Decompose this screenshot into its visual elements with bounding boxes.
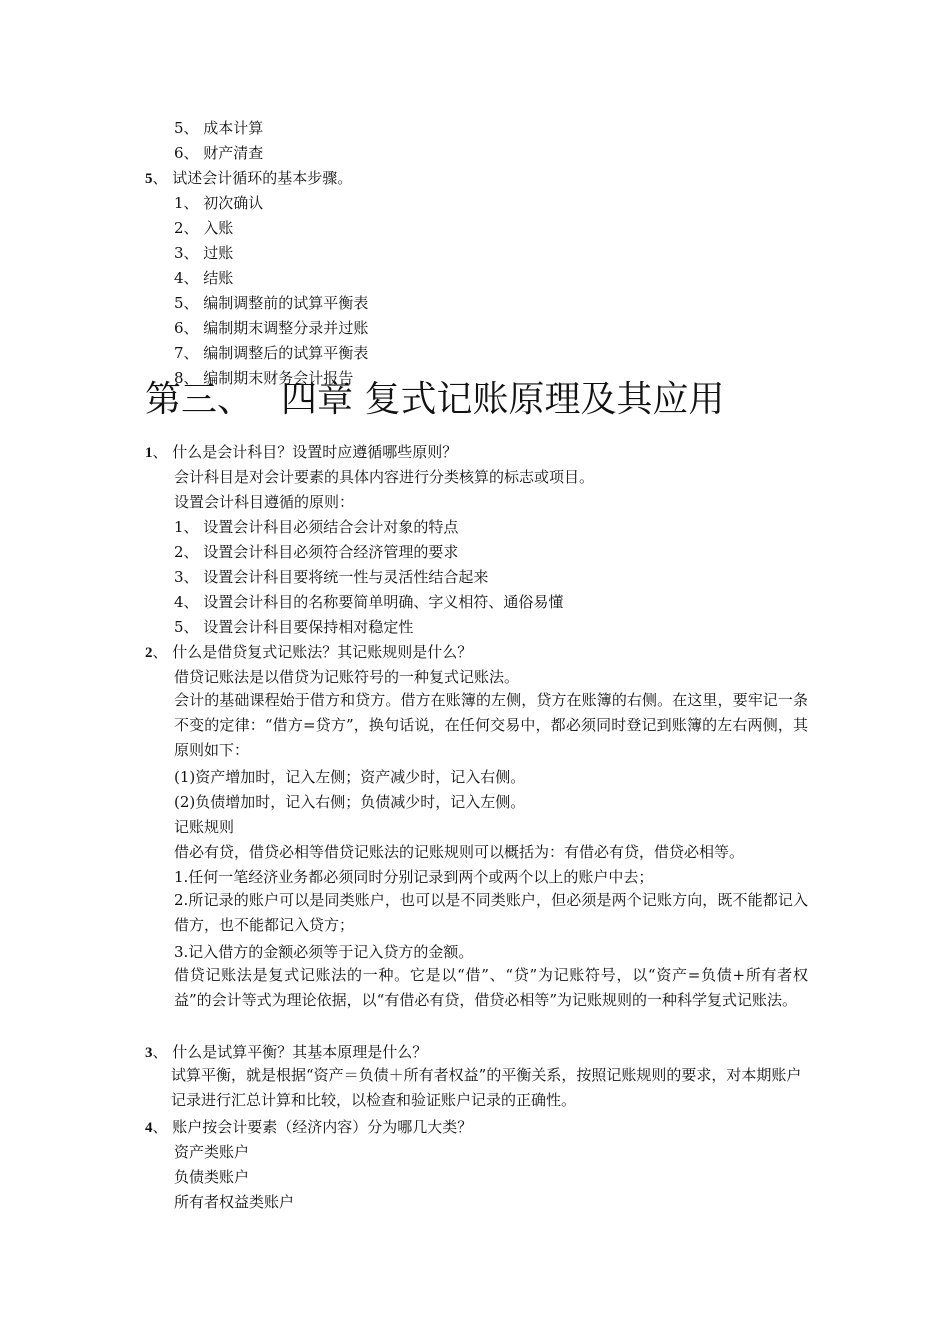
answer-paragraph: (2)负债增加时，记入右侧；负债减少时，记入左侧。 — [174, 793, 526, 811]
list-item: 5、 成本计算 — [174, 119, 264, 137]
answer-paragraph: 记账规则 — [174, 818, 235, 836]
list-item: 8、 编制期末财务会计报告 — [174, 369, 354, 387]
list-item: 6、 财产清查 — [174, 144, 264, 162]
answer-paragraph: 会计的基础课程始于借方和贷方。借方在账簿的左侧，贷方在账簿的右侧。在这里，要牢记一条不变的定律：“借方=贷方”，换句话说，在任何交易中，都必须同时登记到账簿的左右两侧，其原则如下： — [174, 691, 808, 759]
list-item: 5、 编制调整前的试算平衡表 — [174, 294, 369, 312]
answer-paragraph — [145, 1063, 808, 1113]
list-item: 4、 设置会计科目的名称要简单明确、字义相符、通俗易懂 — [174, 593, 564, 611]
list-item: 2、 设置会计科目必须符合经济管理的要求 — [174, 543, 459, 561]
answer-text: 试算平衡，就是根据“资产＝负债＋所有者权益”的平衡关系，按照记账规则的要求，对本期账户记录进行汇总计算和比较，以检查和验证账户记录的正确性。 — [171, 1066, 802, 1109]
list-item: 7、 编制调整后的试算平衡表 — [174, 344, 369, 362]
question-1 — [145, 443, 457, 462]
question-5 — [145, 169, 352, 188]
list-item: 5、 设置会计科目要保持相对稳定性 — [174, 618, 414, 636]
question-text: 、 什么是借贷复式记账法？其记账规则是什么？ — [152, 643, 473, 661]
question-number: 1 — [145, 445, 153, 461]
answer-paragraph: 借贷记账法是以借贷为记账符号的一种复式记账法。 — [174, 668, 520, 686]
answer-paragraph: 2.所记录的账户可以是同类账户，也可以是不同类账户，但必须是两个记账方向，既不能都记入借方，也不能都记入贷方； — [174, 891, 808, 934]
question-number: 5 — [145, 171, 153, 187]
question-text: 、 什么是试算平衡？其基本原理是什么？ — [152, 1043, 428, 1061]
question-number: 2 — [145, 645, 153, 661]
question-text: 、 试述会计循环的基本步骤。 — [152, 169, 353, 187]
list-item: 6、 编制期末调整分录并过账 — [174, 319, 369, 337]
list-item: 负债类账户 — [174, 1168, 250, 1186]
question-2 — [145, 643, 472, 662]
answer-paragraph: 借贷记账法是复式记账法的一种。它是以“借”、“贷”为记账符号，以“资产=负债+所有者权益”的会计等式为理论依据，以“有借必有贷，借贷必相等”为记账规则的一种科学复式记账法。 — [174, 966, 808, 1009]
answer-paragraph: 3.记入借方的金额必须等于记入贷方的金额。 — [174, 943, 474, 961]
question-text: 、 什么是会计科目？设置时应遵循哪些原则？ — [152, 443, 458, 461]
answer-paragraph: 设置会计科目遵循的原则： — [174, 493, 355, 511]
chapter-heading — [145, 378, 724, 422]
list-item: 3、 过账 — [174, 244, 234, 262]
chapter-heading-part1: 第三、 — [145, 379, 254, 420]
question-number: 3 — [145, 1045, 153, 1061]
list-item: 3、 设置会计科目要将统一性与灵活性结合起来 — [174, 568, 489, 586]
question-3 — [145, 1043, 427, 1062]
question-4 — [145, 1118, 472, 1137]
list-item: 4、 结账 — [174, 269, 234, 287]
question-text: 、 账户按会计要素（经济内容）分为哪几大类？ — [152, 1118, 473, 1136]
list-item: 1、 设置会计科目必须结合会计对象的特点 — [174, 518, 459, 536]
answer-paragraph: 1.任何一笔经济业务都必须同时分别记录到两个或两个以上的账户中去； — [174, 868, 654, 886]
chapter-heading-part2: 四章 复式记账原理及其应用 — [281, 379, 725, 420]
question-number: 4 — [145, 1120, 153, 1136]
list-item: 资产类账户 — [174, 1143, 250, 1161]
list-item: 1、 初次确认 — [174, 194, 264, 212]
answer-paragraph: 借必有贷，借贷必相等借贷记账法的记账规则可以概括为：有借必有贷，借贷必相等。 — [174, 843, 745, 861]
answer-paragraph: 会计科目是对会计要素的具体内容进行分类核算的标志或项目。 — [174, 468, 595, 486]
list-item: 2、 入账 — [174, 219, 234, 237]
answer-paragraph: (1)资产增加时，记入左侧；资产减少时，记入右侧。 — [174, 768, 526, 786]
list-item: 所有者权益类账户 — [174, 1193, 295, 1211]
